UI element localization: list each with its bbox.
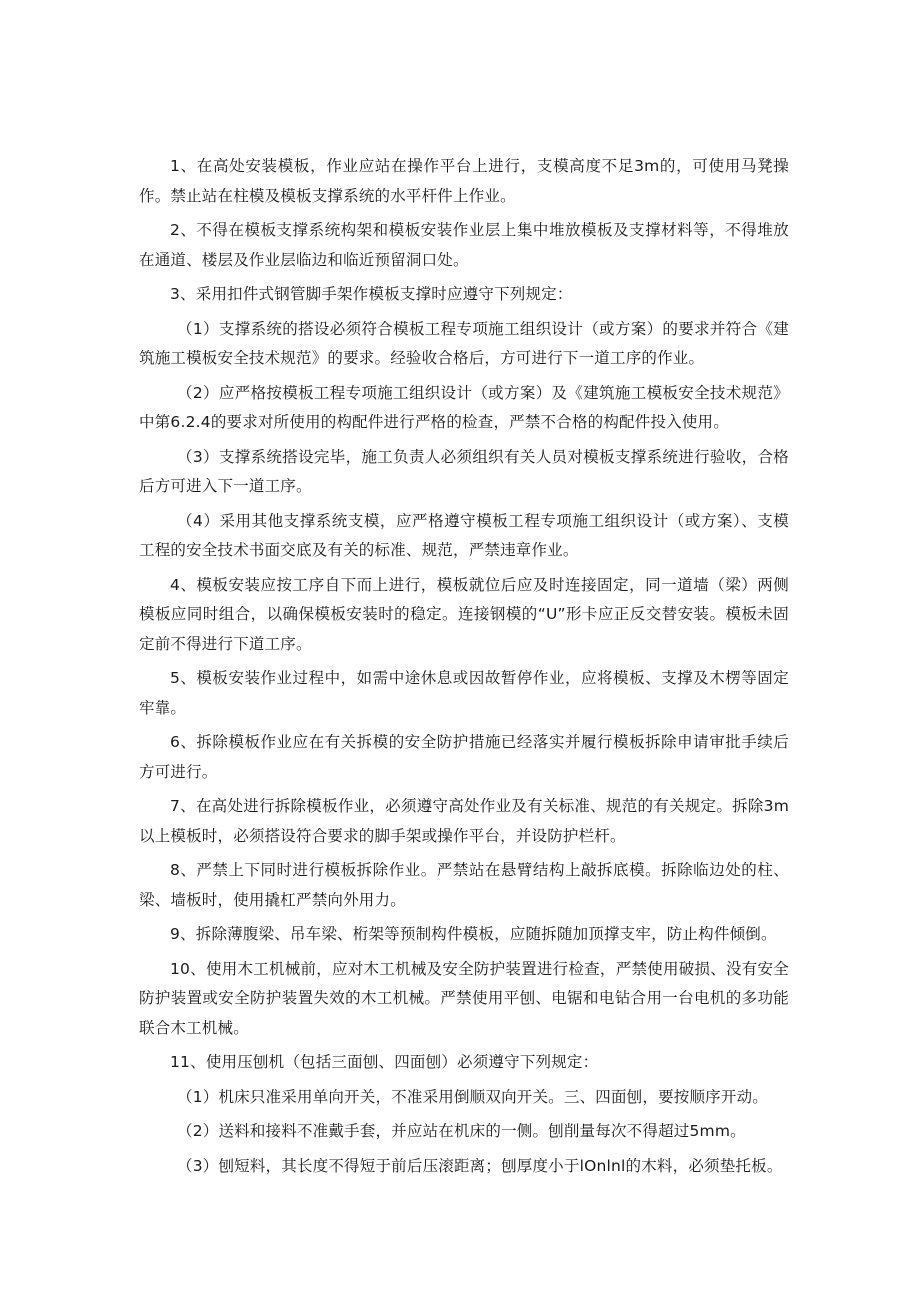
paragraph-3-3: （3）支撑系统搭设完毕，施工负责人必须组织有关人员对模板支撑系统进行验收，合格后方可进入下一道工序。 (139, 447, 789, 495)
paragraph-11-1: （1）机床只准采用单向开关，不准采用倒顺双向开关。三、四面刨，要按顺序开动。 (177, 1087, 768, 1106)
paragraph-10: 10、使用木工机械前，应对木工机械及安全防护装置进行检查，严禁使用破损、没有安全防护装置或安全防护装置失效的木工机械。严禁使用平刨、电锯和电钻合用一台电机的多功能联合木工机械。 (139, 959, 789, 1037)
paragraph-3-4: （4）采用其他支撑系统支模，应严格遵守模板工程专项施工组织设计（或方案）、支模工程的安全技术书面交底及有关的标准、规范，严禁违章作业。 (139, 511, 789, 559)
paragraph-1: 1、在高处安装模板，作业应站在操作平台上进行，支模高度不足3m的，可使用马凳操作。禁止站在柱模及模板支撑系统的水平杆件上作业。 (139, 157, 789, 205)
paragraph-11-2: （2）送料和接料不准戴手套，并应站在机床的一侧。刨削量每次不得超过5mm。 (177, 1122, 746, 1140)
paragraph-6: 6、拆除模板作业应在有关拆模的安全防护措施已经落实并履行模板拆除申请审批手续后方可进行。 (139, 733, 789, 781)
paragraph-9: 9、拆除薄腹梁、吊车梁、桁架等预制构件模板，应随拆随加顶撑支牢，防止构件倾倒。 (170, 925, 777, 943)
paragraph-5: 5、模板安装作业过程中，如需中途休息或因故暂停作业，应将模板、支撑及木楞等固定牢靠。 (139, 669, 789, 717)
paragraph-3-1: （1）支撑系统的搭设必须符合模板工程专项施工组织设计（或方案）的要求并符合《建筑施工模板安全技术规范》的要求。经验收合格后，方可进行下一道工序的作业。 (139, 319, 789, 367)
paragraph-11-3: （3）刨短料，其长度不得短于前后压滚距离；刨厚度小于lOnlnl的木料，必须垫托板。 (177, 1156, 783, 1175)
paragraph-3: 3、采用扣件式钢管脚手架作模板支撑时应遵守下列规定： (170, 285, 573, 303)
paragraph-11: 11、使用压刨机（包括三面刨、四面刨）必须遵守下列规定： (170, 1053, 599, 1071)
paragraph-2: 2、不得在模板支撑系统构架和模板安装作业层上集中堆放模板及支撑材料等，不得堆放在通道、楼层及作业层临边和临近预留洞口处。 (139, 221, 789, 269)
document-body (139, 152, 789, 1186)
paragraph-3-2: （2）应严格按模板工程专项施工组织设计（或方案）及《建筑施工模板安全技术规范》中第6.2.4的要求对所使用的构配件进行严格的检查，严禁不合格的构配件投入使用。 (139, 383, 789, 431)
paragraph-4: 4、模板安装应按工序自下而上进行，模板就位后应及时连接固定，同一道墙（梁）两侧模板应同时组合，以确保模板安装时的稳定。连接钢模的“U”形卡应正反交替安装。模板未固定前不得进行下道工序。 (139, 575, 789, 653)
paragraph-8: 8、严禁上下同时进行模板拆除作业。严禁站在悬臂结构上敲拆底模。拆除临边处的柱、梁、墙板时，使用撬杠严禁向外用力。 (139, 861, 789, 909)
paragraph-7: 7、在高处进行拆除模板作业，必须遵守高处作业及有关标准、规范的有关规定。拆除3m以上模板时，必须搭设符合要求的脚手架或操作平台，并设防护栏杆。 (139, 797, 789, 845)
